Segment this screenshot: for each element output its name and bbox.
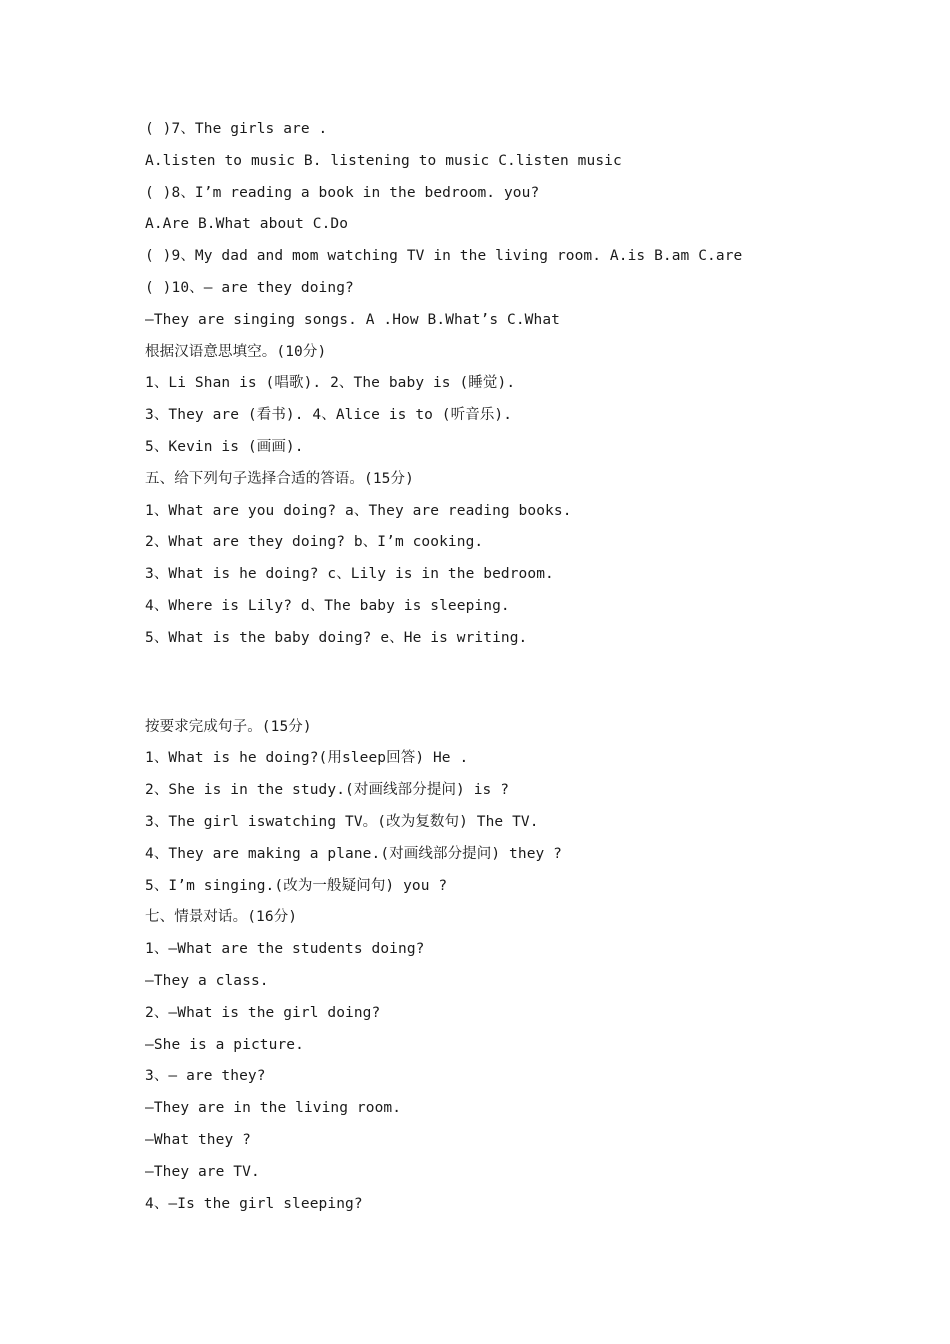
text-line: 5、What is the baby doing? e、He is writing. (145, 629, 528, 646)
text-line: 4、They are making a plane.(对画线部分提问) they ? (145, 845, 563, 862)
text-line: A.Are B.What about C.Do (145, 216, 349, 233)
text-line: ( )7、The girls are . (145, 121, 328, 137)
text-line: 1、What is he doing?(用sleep回答) He . (145, 750, 469, 767)
text-line: 4、—Is the girl sleeping? (145, 1195, 363, 1212)
text-line: —She is a picture. (145, 1036, 304, 1053)
text-line: ( )10、— are they doing? (145, 279, 354, 296)
text-line: 2、What are they doing? b、I’m cooking. (145, 534, 484, 551)
document-body (145, 114, 905, 1220)
text-line: 5、I’m singing.(改为一般疑问句) you ? (145, 877, 448, 894)
section-part-1 (145, 114, 905, 655)
text-line: 2、She is in the study.(对画线部分提问) is ? (145, 782, 510, 799)
text-line: 按要求完成句子。(15分) (145, 718, 312, 735)
text-line: 3、— are they? (145, 1068, 266, 1085)
text-line: A.listen to music B. listening to music C.listen music (145, 152, 622, 169)
text-line: 1、—What are the students doing? (145, 941, 425, 958)
text-line: 五、给下列句子选择合适的答语。(15分) (145, 470, 414, 487)
text-line: 5、Kevin is (画画). (145, 438, 304, 455)
text-line: —They are TV. (145, 1163, 260, 1180)
text-line: ( )8、I’m reading a book in the bedroom. you? (145, 184, 540, 201)
text-line: 七、情景对话。(16分) (145, 909, 298, 926)
text-line: —They are singing songs. A .How B.What’s C.What (145, 311, 560, 328)
text-line: 4、Where is Lily? d、The baby is sleeping. (145, 597, 510, 614)
text-line: 根据汉语意思填空。(10分) (145, 343, 327, 360)
section-part-2 (145, 712, 905, 1221)
text-line: 3、They are (看书). 4、Alice is to (听音乐). (145, 407, 513, 424)
section-gap (145, 655, 905, 712)
text-line: —They a class. (145, 972, 269, 989)
text-line: 1、Li Shan is (唱歌). 2、The baby is (睡觉). (145, 375, 516, 392)
text-line: 3、What is he doing? c、Lily is in the bedroom. (145, 566, 554, 583)
text-line: —They are in the living room. (145, 1100, 402, 1117)
text-line: 1、What are you doing? a、They are reading books. (145, 502, 572, 519)
text-line: 2、—What is the girl doing? (145, 1004, 381, 1021)
text-line: 3、The girl iswatching TV。(改为复数句) The TV. (145, 813, 539, 830)
text-line: —What they ? (145, 1131, 251, 1148)
text-line: ( )9、My dad and mom watching TV in the living room. A.is B.am C.are (145, 248, 743, 265)
